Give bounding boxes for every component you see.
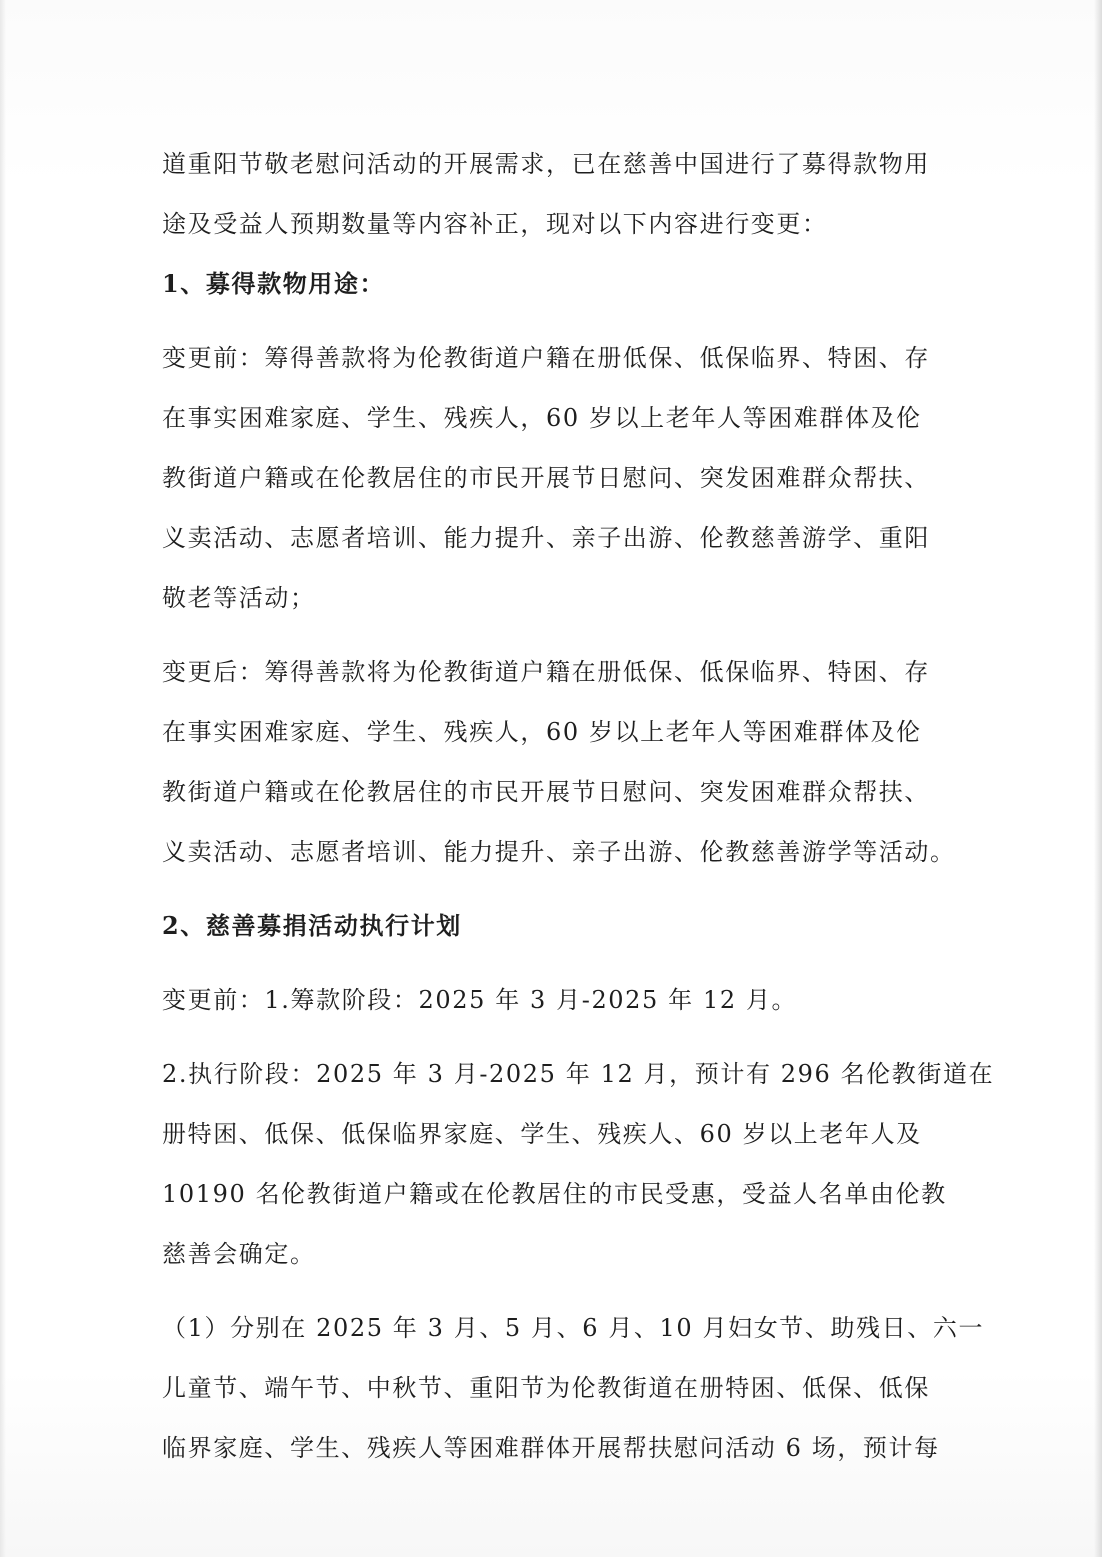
section1-before-line: 在事实困难家庭、学生、残疾人，60 岁以上老年人等困难群体及伦 — [162, 404, 922, 432]
section1-after-line: 义卖活动、志愿者培训、能力提升、亲子出游、伦教慈善游学等活动。 — [162, 838, 956, 866]
section1-after-line: 变更后：筹得善款将为伦教街道户籍在册低保、低保临界、特困、存 — [162, 658, 930, 686]
section1-before-line: 敬老等活动； — [162, 584, 316, 612]
intro-line: 途及受益人预期数量等内容补正，现对以下内容进行变更： — [162, 210, 828, 238]
section1-after-line: 教街道户籍或在伦教居住的市民开展节日慰问、突发困难群众帮扶、 — [162, 778, 930, 806]
section2-execution-line: 慈善会确定。 — [162, 1240, 316, 1268]
section1-before-line: 变更前：筹得善款将为伦教街道户籍在册低保、低保临界、特困、存 — [162, 344, 930, 372]
section1-heading: 1、募得款物用途： — [162, 269, 386, 298]
section1-after-line: 在事实困难家庭、学生、残疾人，60 岁以上老年人等困难群体及伦 — [162, 718, 922, 746]
section2-execution-line: 2.执行阶段：2025 年 3 月-2025 年 12 月，预计有 296 名伦教街道在 — [162, 1060, 995, 1088]
section1-before-line: 义卖活动、志愿者培训、能力提升、亲子出游、伦教慈善游学、重阳 — [162, 524, 930, 552]
section2-item1-line: 临界家庭、学生、残疾人等困难群体开展帮扶慰问活动 6 场，预计每 — [162, 1434, 940, 1462]
document-body — [162, 140, 995, 1484]
section1-before-line: 教街道户籍或在伦教居住的市民开展节日慰问、突发困难群众帮扶、 — [162, 464, 930, 492]
section2-fundraising-line: 变更前：1.筹款阶段：2025 年 3 月-2025 年 12 月。 — [162, 986, 798, 1014]
section2-item1-line: （1）分别在 2025 年 3 月、5 月、6 月、10 月妇女节、助残日、六一 — [162, 1314, 985, 1342]
section2-execution-line: 册特困、低保、低保临界家庭、学生、残疾人、60 岁以上老年人及 — [162, 1120, 922, 1148]
section2-item1-line: 儿童节、端午节、中秋节、重阳节为伦教街道在册特困、低保、低保 — [162, 1374, 930, 1402]
scan-edge-left — [0, 0, 6, 1557]
section2-execution-line: 10190 名伦教街道户籍或在伦教居住的市民受惠，受益人名单由伦教 — [162, 1180, 947, 1208]
section2-heading: 2、慈善募捐活动执行计划 — [162, 911, 462, 940]
scan-edge-right — [1094, 0, 1102, 1557]
intro-line: 道重阳节敬老慰问活动的开展需求，已在慈善中国进行了募得款物用 — [162, 150, 930, 178]
